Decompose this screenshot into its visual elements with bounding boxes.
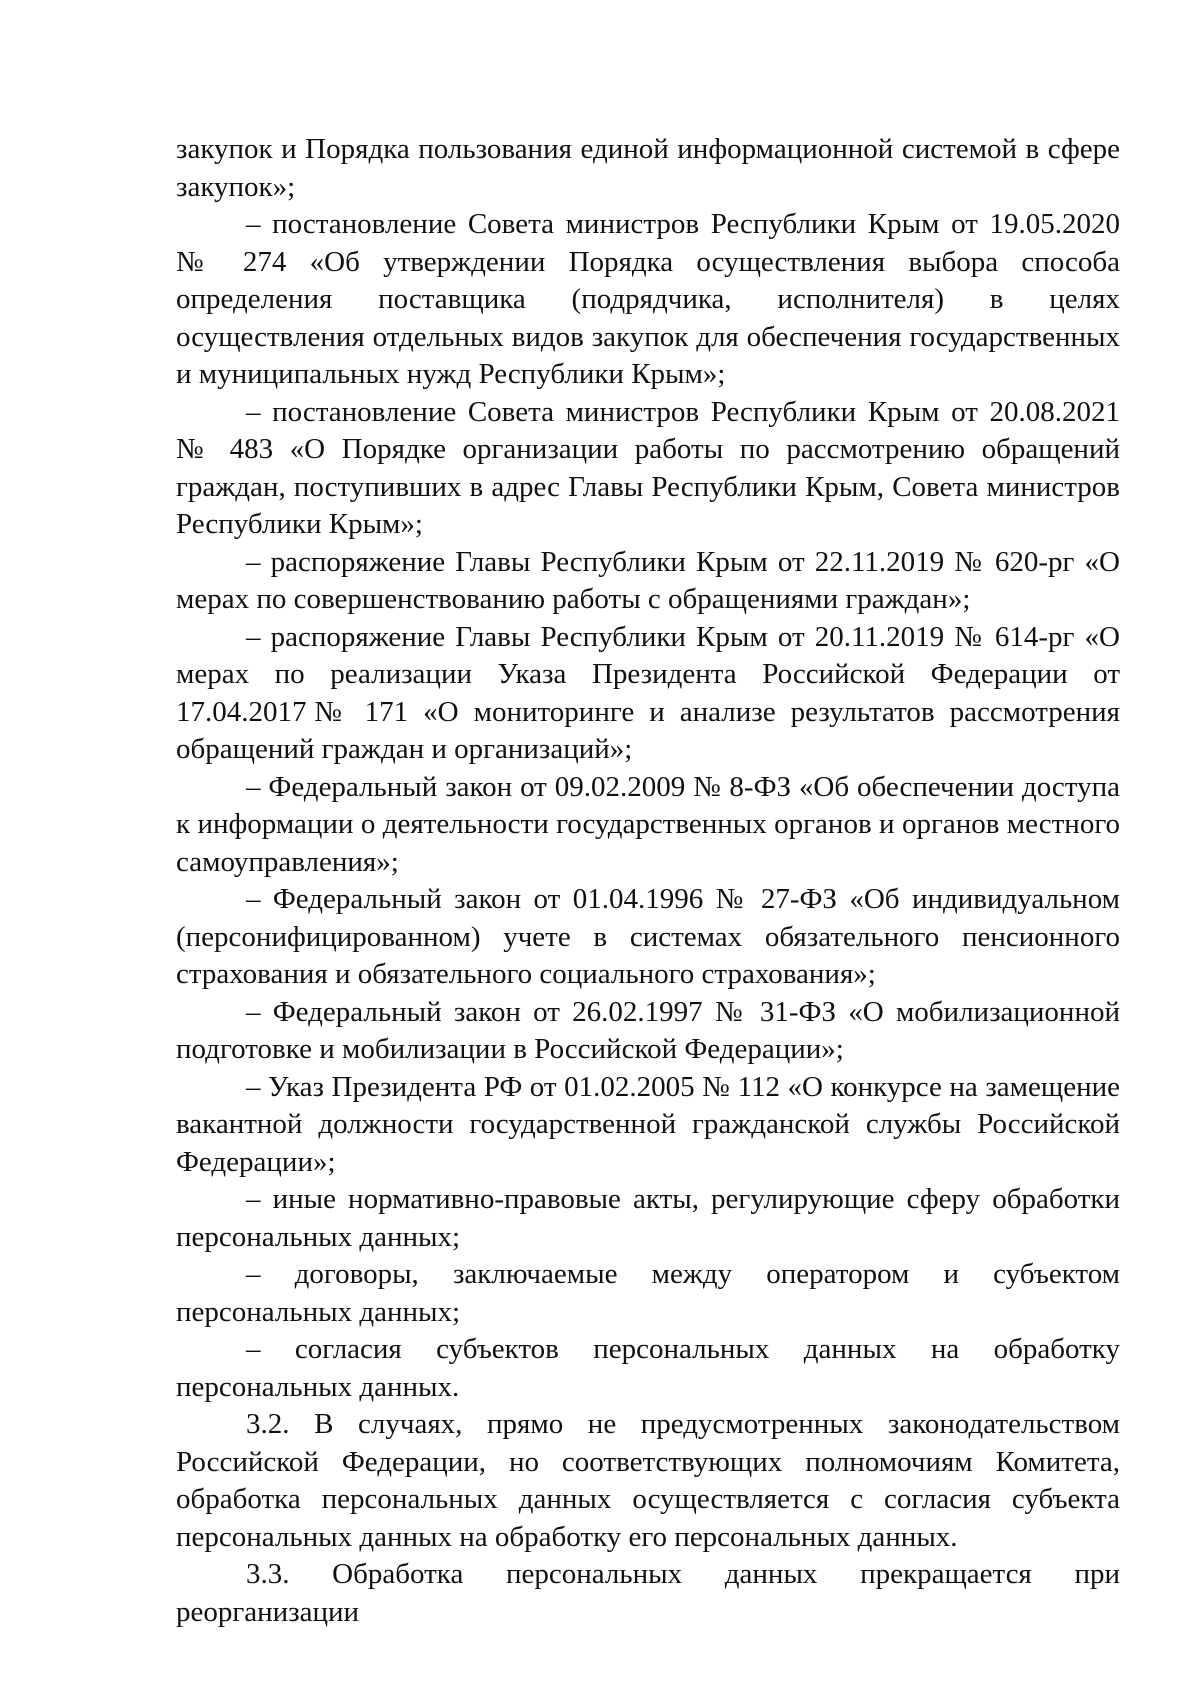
paragraph-order-614: – распоряжение Главы Республики Крым от 20.11.2019 № 614-рг «О мерах по реализации Указа Президента Российской Федерации от 17.04.2017№ 171 «О мониторинге и анализе результатов рассмотрения обращений граждан и организаций»; [176, 620, 1120, 765]
paragraph-contracts: – договоры, заключаемые между оператором и субъектом персональных данных; [176, 1258, 1120, 1328]
paragraph-law-8fz: – Федеральный закон от 09.02.2009 № 8-ФЗ «Об обеспечении доступа к информации о деятельности государственных органов и органов местного самоуправления»; [176, 770, 1120, 878]
paragraph-law-27fz: – Федеральный закон от 01.04.1996 № 27-ФЗ «Об индивидуальном (персонифицированном) учете в системах обязательного пенсионного страхования и обязательного социального страхования»; [176, 883, 1120, 990]
paragraph-consents: – согласия субъектов персональных данных на обработку персональных данных. [176, 1333, 1120, 1403]
paragraph-decree-112: – Указ Президента РФ от 01.02.2005 № 112 «О конкурсе на замещение вакантной должности государственной гражданской службы Российской Федерации»; [176, 1070, 1120, 1178]
paragraph-continuation: закупок и Порядка пользования единой информационной системой в сфере закупок»; [176, 133, 1120, 203]
paragraph-order-620: – распоряжение Главы Республики Крым от 22.11.2019 № 620-рг «О мерах по совершенствованию работы с обращениями граждан»; [176, 545, 1120, 615]
paragraph-resolution-483: – постановление Совета министров Республики Крым от 20.08.2021 № 483 «О Порядке организации работы по рассмотрению обращений граждан, поступивших в адрес Главы Республики Крым, Совета министров Республики Крым»; [176, 395, 1120, 540]
paragraph-resolution-274: – постановление Совета министров Республики Крым от 19.05.2020 № 274 «Об утверждении Порядка осуществления выбора способа определения поставщика (подрядчика, исполнителя) в целях осуществления отдельных видов закупок для обеспечения государственных и муниципальных нужд Республики Крым»; [176, 208, 1120, 390]
paragraph-section-3-3: 3.3. Обработка персональных данных прекращается при реорганизации [176, 1558, 1120, 1628]
document-body [176, 131, 1120, 1631]
paragraph-section-3-2: 3.2. В случаях, прямо не предусмотренных законодательством Российской Федерации, но соответствующих полномочиям Комитета, обработка персональных данных осуществляется с согласия субъекта персональных данных на обработку его персональных данных. [176, 1408, 1120, 1553]
paragraph-law-31fz: – Федеральный закон от 26.02.1997 № 31-ФЗ «О мобилизационной подготовке и мобилизации в Российской Федерации»; [176, 995, 1120, 1065]
paragraph-other-acts: – иные нормативно-правовые акты, регулирующие сферу обработки персональных данных; [176, 1183, 1120, 1253]
